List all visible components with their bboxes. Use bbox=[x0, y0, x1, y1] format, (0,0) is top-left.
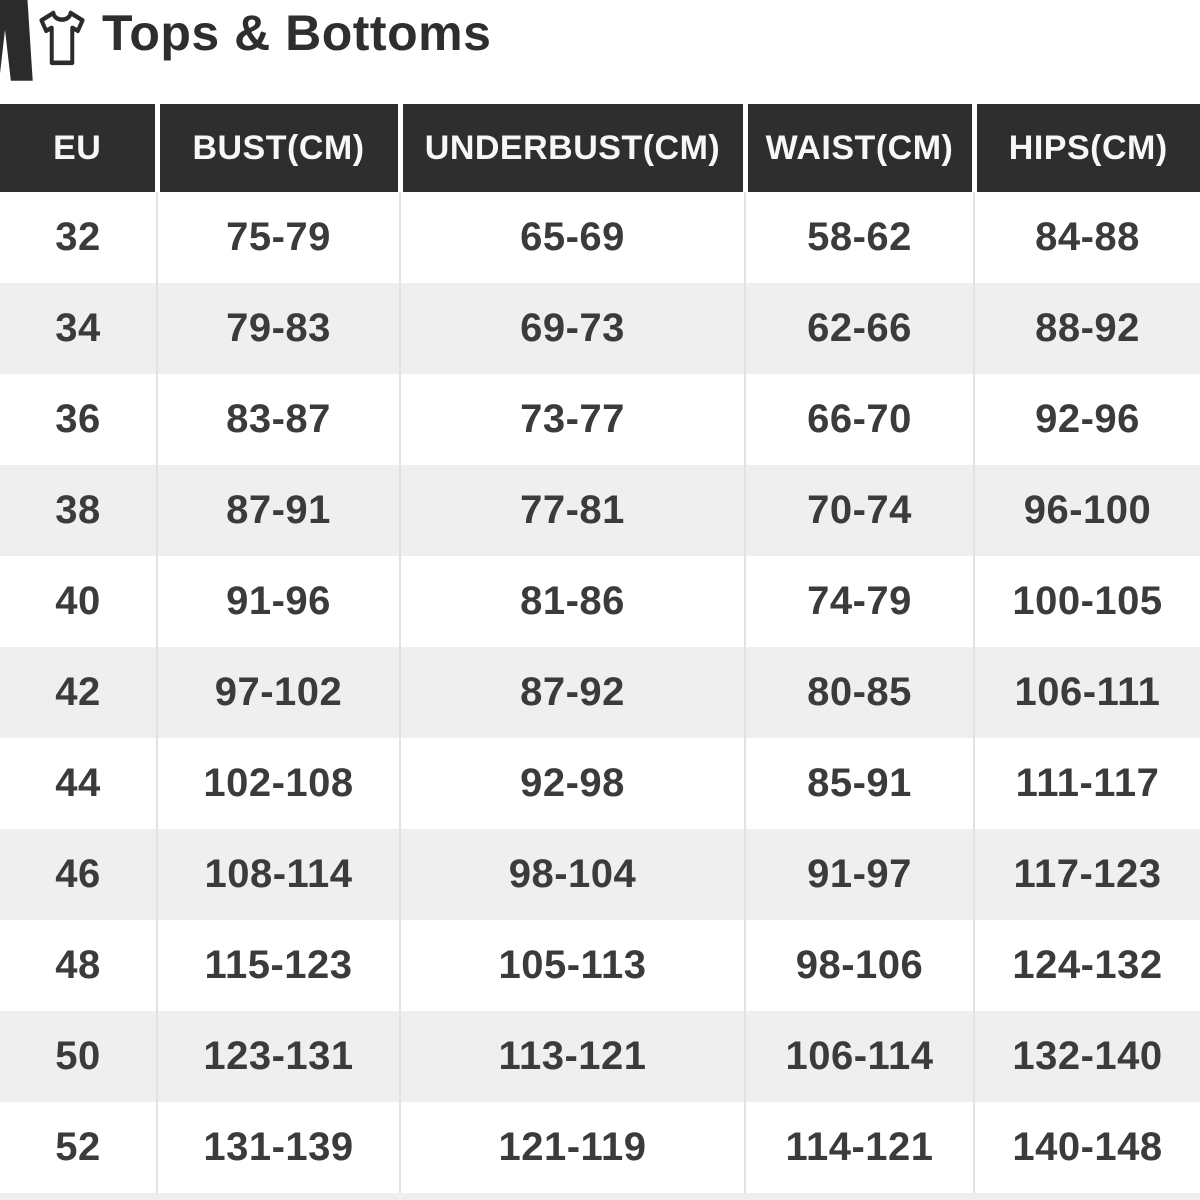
column-header-hips-cm: HIPS(CM) bbox=[974, 104, 1200, 192]
measurement-cell: 100-105 bbox=[974, 556, 1200, 647]
size-cell: 32 bbox=[55, 215, 101, 259]
size-cell: 44 bbox=[55, 761, 101, 805]
table-row bbox=[0, 192, 1200, 283]
measurement-cell: 83-87 bbox=[157, 374, 400, 465]
size-cell: 40 bbox=[55, 579, 101, 623]
measurement-cell: 84-88 bbox=[974, 192, 1200, 283]
column-header-waist-cm: WAIST(CM) bbox=[745, 104, 974, 192]
measurement-cell: 98-104 bbox=[400, 829, 745, 920]
measurement-cell: 75-79 bbox=[157, 192, 400, 283]
measurement-cell: 70-74 bbox=[745, 465, 974, 556]
size-table bbox=[0, 104, 1200, 1193]
measurement-cell: 114-121 bbox=[745, 1102, 974, 1193]
table-body bbox=[0, 192, 1200, 1193]
title-bar bbox=[0, 0, 1200, 104]
measurement-cell: 115-123 bbox=[157, 920, 400, 1011]
measurement-cell: 96-100 bbox=[974, 465, 1200, 556]
measurement-cell: 88-92 bbox=[974, 283, 1200, 374]
table-row bbox=[0, 647, 1200, 738]
measurement-cell: 85-91 bbox=[745, 738, 974, 829]
size-cell: 52 bbox=[55, 1125, 101, 1169]
measurement-cell: 140-148 bbox=[974, 1102, 1200, 1193]
measurement-cell: 91-96 bbox=[157, 556, 400, 647]
measurement-cell: 87-91 bbox=[157, 465, 400, 556]
measurement-cell: 108-114 bbox=[157, 829, 400, 920]
measurement-cell: 106-111 bbox=[974, 647, 1200, 738]
table-row bbox=[0, 556, 1200, 647]
measurement-cell: 124-132 bbox=[974, 920, 1200, 1011]
column-header-bust-cm: BUST(CM) bbox=[157, 104, 400, 192]
measurement-cell: 105-113 bbox=[400, 920, 745, 1011]
size-cell: 34 bbox=[55, 306, 101, 350]
table-row bbox=[0, 1102, 1200, 1193]
measurement-cell: 91-97 bbox=[745, 829, 974, 920]
size-cell: 38 bbox=[55, 488, 101, 532]
measurement-cell: 80-85 bbox=[745, 647, 974, 738]
measurement-cell: 117-123 bbox=[974, 829, 1200, 920]
measurement-cell: 98-106 bbox=[745, 920, 974, 1011]
measurement-cell: 79-83 bbox=[157, 283, 400, 374]
column-header-eu: EU bbox=[0, 104, 157, 192]
measurement-cell: 113-121 bbox=[400, 1011, 745, 1102]
measurement-cell: 106-114 bbox=[745, 1011, 974, 1102]
size-cell: 48 bbox=[55, 943, 101, 987]
measurement-cell: 74-79 bbox=[745, 556, 974, 647]
table-row bbox=[0, 374, 1200, 465]
measurement-cell: 92-96 bbox=[974, 374, 1200, 465]
measurement-cell: 66-70 bbox=[745, 374, 974, 465]
page-title: Tops & Bottoms bbox=[102, 5, 492, 61]
table-row bbox=[0, 465, 1200, 556]
table-row bbox=[0, 738, 1200, 829]
measurement-cell: 102-108 bbox=[157, 738, 400, 829]
table-row bbox=[0, 920, 1200, 1011]
measurement-cell: 62-66 bbox=[745, 283, 974, 374]
measurement-cell: 131-139 bbox=[157, 1102, 400, 1193]
column-header-underbust-cm: UNDERBUST(CM) bbox=[400, 104, 745, 192]
measurement-cell: 97-102 bbox=[157, 647, 400, 738]
next-row-peek bbox=[0, 1193, 1200, 1200]
measurement-cell: 92-98 bbox=[400, 738, 745, 829]
measurement-cell: 111-117 bbox=[974, 738, 1200, 829]
table-row bbox=[0, 829, 1200, 920]
measurement-cell: 81-86 bbox=[400, 556, 745, 647]
measurement-cell: 87-92 bbox=[400, 647, 745, 738]
measurement-cell: 65-69 bbox=[400, 192, 745, 283]
measurement-cell: 58-62 bbox=[745, 192, 974, 283]
measurement-cell: 69-73 bbox=[400, 283, 745, 374]
size-cell: 46 bbox=[55, 852, 101, 896]
measurement-cell: 73-77 bbox=[400, 374, 745, 465]
size-cell: 42 bbox=[55, 670, 101, 714]
measurement-cell: 77-81 bbox=[400, 465, 745, 556]
measurement-cell: 123-131 bbox=[157, 1011, 400, 1102]
table-row bbox=[0, 283, 1200, 374]
tshirt-icon bbox=[34, 6, 90, 70]
table-header bbox=[0, 104, 1200, 192]
size-cell: 36 bbox=[55, 397, 101, 441]
table-row bbox=[0, 1011, 1200, 1102]
size-cell: 50 bbox=[55, 1034, 101, 1078]
table-header-row bbox=[0, 104, 1200, 192]
measurement-cell: 121-119 bbox=[400, 1102, 745, 1193]
measurement-cell: 132-140 bbox=[974, 1011, 1200, 1102]
